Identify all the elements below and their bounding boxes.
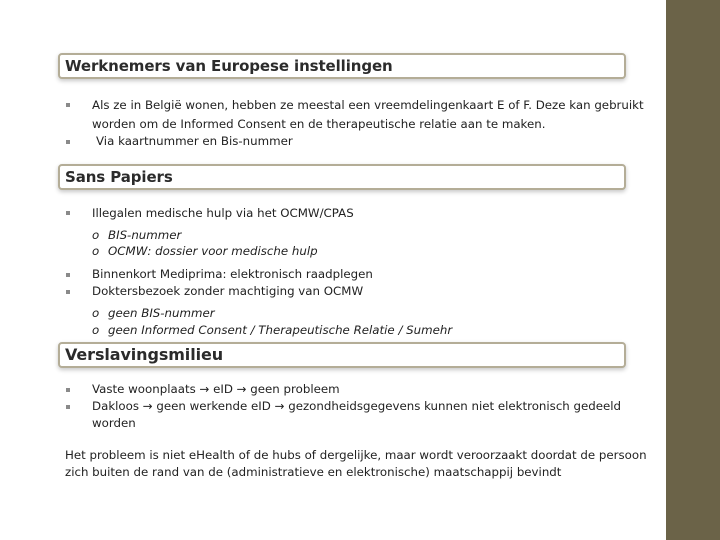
list-item: Doktersbezoek zonder machtiging van OCMW (92, 284, 364, 298)
bullet-icon (66, 103, 70, 107)
text-line: Via kaartnummer en Bis-nummer (96, 134, 293, 148)
sub-bullet-marker: o (92, 228, 100, 242)
sub-list-item: OCMW: dossier voor medische hulp (108, 244, 318, 258)
text-line: worden om de Informed Consent en de therapeutische relatie aan te maken. (92, 117, 546, 131)
bullet-icon (66, 140, 70, 144)
list-item: Dakloos → geen werkende eID → gezondheidsgegevens kunnen niet elektronisch gedeeld (92, 399, 622, 413)
sub-list-item: geen BIS-nummer (108, 306, 215, 320)
conclusion-line: zich buiten de rand van de (administratieve en elektronische) maatschappij bevindt (65, 465, 562, 479)
sub-bullet-marker: o (92, 306, 100, 320)
section-header-sans-papiers: Sans Papiers (58, 164, 626, 190)
list-item: Binnenkort Mediprima: elektronisch raadplegen (92, 267, 373, 281)
section-header-verslavingsmilieu: Verslavingsmilieu (58, 342, 626, 368)
sub-list-item: BIS-nummer (108, 228, 182, 242)
list-item: Illegalen medische hulp via het OCMW/CPAS (92, 206, 354, 220)
sub-bullet-marker: o (92, 244, 100, 258)
conclusion-line: Het probleem is niet eHealth of de hubs of dergelijke, maar wordt veroorzaakt doordat de persoon (65, 448, 647, 462)
bullet-icon (66, 211, 70, 215)
text-line: Als ze in België wonen, hebben ze meestal een vreemdelingenkaart E of F. Deze kan gebruikt (92, 98, 644, 112)
list-item: Vaste woonplaats → eID → geen probleem (92, 382, 340, 396)
list-item-continuation: worden (92, 416, 136, 430)
bullet-icon (66, 273, 70, 277)
sub-list-item: geen Informed Consent / Therapeutische Relatie / Sumehr (108, 323, 453, 337)
decorative-sidebar (666, 0, 720, 540)
bullet-icon (66, 290, 70, 294)
sub-bullet-marker: o (92, 323, 100, 337)
section-header-europese-instellingen: Werknemers van Europese instellingen (58, 53, 626, 79)
bullet-icon (66, 405, 70, 409)
bullet-icon (66, 388, 70, 392)
